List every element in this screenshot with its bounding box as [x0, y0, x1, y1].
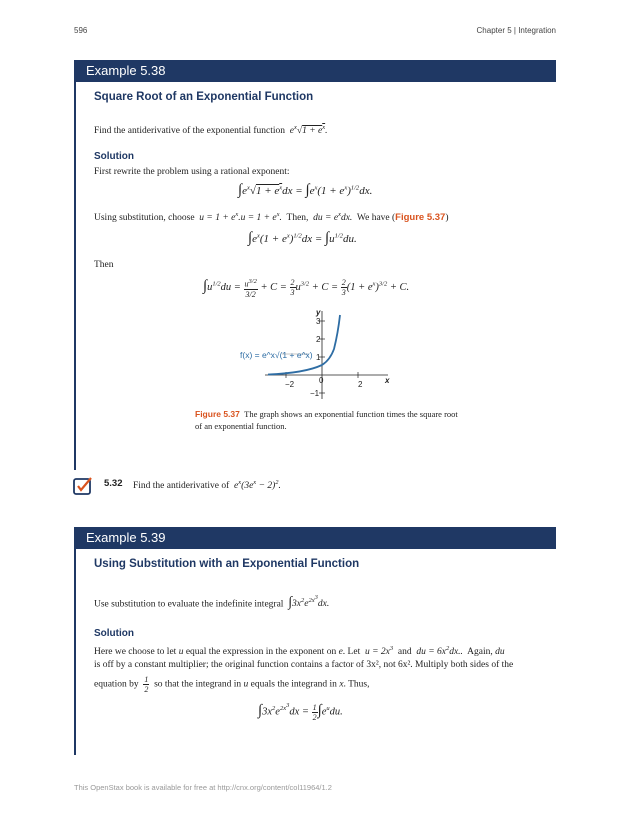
example-prompt-2: Use substitution to evaluate the indefinite integral $\int 3x^2e^{2x^3}dx$. [94, 594, 330, 611]
equation-1: $\int e^x√1 + e^xdx = \int e^x(1 + e^x)^{1/2}dx$. [238, 182, 373, 198]
checkpoint-icon [73, 476, 93, 496]
equation-4: $\int 3x^2e^{2x^3}dx$ = $\frac{1}{2}$ $\int e^udu$. [258, 702, 343, 722]
example-banner-2: Example 5.39 [74, 527, 556, 549]
figure-caption: Figure 5.37 The graph shows an exponential function times the square root of an exponential function. [195, 409, 458, 431]
equation-2: $\int e^x(1 + e^x)^{1/2}dx = \int u^{1/2}du$. [248, 230, 357, 246]
example-subtitle-2: Using Substitution with an Exponential Function [94, 558, 360, 570]
function-label: f(x) = e^x√(1 + e^x) [240, 350, 313, 360]
equation-3: $\int u^{1/2}du$ = $\frac{u^{3/2}}{3/2}$ + C = $\frac{2}{3}$ $u^{3/2} + C$ = $\frac{2}{3}$ $(1 + e^x)^{3/2} + C$. [203, 278, 410, 299]
function-curve [268, 315, 340, 375]
figure-graph [230, 303, 400, 403]
checkpoint-text: Find the antiderivative of $e^x(3e^x - 2)^2$. [133, 479, 281, 492]
example-prompt: Find the antiderivative of the exponential function $e^x√1 + e^x$. [94, 124, 328, 137]
x-axis-label: x [385, 376, 390, 385]
solution-label: Solution [94, 151, 134, 162]
solution-line-1: Here we choose to let u equal the expression in the exponent on e. Let $u = 2x^3$ and du = $6x^2dx$.. Again, du [94, 645, 505, 658]
footer-text: This OpenStax book is available for free at http://cnx.org/content/col11964/1.2 [74, 783, 332, 792]
example-border [74, 82, 76, 470]
then-label: Then [94, 260, 114, 270]
solution-line-2: is off by a constant multiplier; the original function contains a factor of 3x², not 6x². Multiply both sides of the [94, 660, 514, 670]
example-border-2 [74, 549, 76, 755]
figure-link[interactable]: Figure 5.37 [395, 212, 446, 224]
solution-step-1: First rewrite the problem using a rational exponent: [94, 167, 290, 177]
x-tick-label-0: 0 [319, 376, 324, 385]
y-tick-label-1: 1 [316, 353, 321, 362]
x-tick-label-neg2: −2 [285, 380, 295, 389]
page-number: 596 [74, 26, 88, 35]
x-tick-label-2: 2 [358, 380, 363, 389]
example-subtitle: Square Root of an Exponential Function [94, 91, 314, 103]
y-tick-label-neg1: −1 [310, 389, 320, 398]
solution-label-2: Solution [94, 628, 134, 639]
solution-step-2: Using substitution, choose $u = 1 + e^x.u = 1 + e^x$. Then, du = $e^xdx$. We have (Figure 5.37) [94, 211, 449, 224]
y-axis-label: y [316, 308, 321, 317]
chapter-title: Chapter 5 | Integration [476, 26, 556, 35]
solution-line-3: equation by $\frac{1}{2}$ so that the integrand in u equals the integrand in x. Thus, [94, 675, 370, 694]
y-tick-label-3: 3 [316, 317, 321, 326]
example-banner: Example 5.38 [74, 60, 556, 82]
y-tick-label-2: 2 [316, 335, 321, 344]
checkpoint-number: 5.32 [104, 478, 123, 489]
